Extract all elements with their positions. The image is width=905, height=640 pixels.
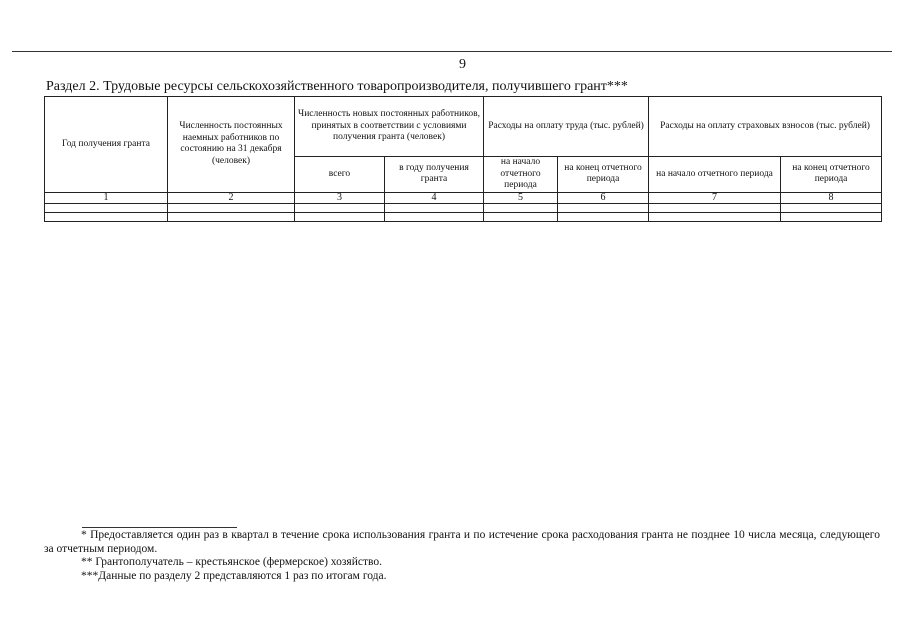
empty-data-row bbox=[45, 203, 882, 212]
header-new-workers: Численность новых постоянных работников, принятых в соответствии с условиями получения гранта (человек) bbox=[295, 97, 484, 157]
column-number-row bbox=[45, 192, 882, 203]
footnote-3: ***Данные по разделу 2 представляются 1 раз по итогам года. bbox=[81, 569, 387, 582]
empty-cell bbox=[781, 203, 882, 212]
column-number-4: 4 bbox=[385, 192, 484, 203]
empty-data-row bbox=[45, 212, 882, 221]
header-labor-costs: Расходы на оплату труда (тыс. рублей) bbox=[484, 97, 649, 157]
empty-cell bbox=[295, 212, 385, 221]
empty-cell bbox=[45, 212, 168, 221]
header-insurance-costs: Расходы на оплату страховых взносов (тыс. рублей) bbox=[649, 97, 882, 157]
empty-cell bbox=[295, 203, 385, 212]
empty-cell bbox=[168, 212, 295, 221]
column-number-5: 5 bbox=[484, 192, 558, 203]
header-labor-start: на начало отчетного периода bbox=[484, 157, 558, 193]
footnote-separator bbox=[82, 527, 237, 528]
header-new-total: всего bbox=[295, 157, 385, 193]
empty-cell bbox=[385, 212, 484, 221]
empty-cell bbox=[558, 203, 649, 212]
empty-cell bbox=[484, 203, 558, 212]
empty-cell bbox=[649, 203, 781, 212]
top-rule bbox=[12, 51, 892, 52]
header-workers: Численность постоянных наемных работников по состоянию на 31 декабря (человек) bbox=[168, 97, 295, 193]
empty-cell bbox=[781, 212, 882, 221]
empty-cell bbox=[45, 203, 168, 212]
header-insurance-start: на начало отчетного периода bbox=[649, 157, 781, 193]
empty-cell bbox=[558, 212, 649, 221]
header-row-1 bbox=[45, 97, 882, 157]
footnotes bbox=[44, 529, 880, 583]
column-number-3: 3 bbox=[295, 192, 385, 203]
empty-cell bbox=[484, 212, 558, 221]
page-number: 9 bbox=[459, 57, 466, 72]
empty-cell bbox=[649, 212, 781, 221]
empty-cell bbox=[168, 203, 295, 212]
footnote-1: * Предоставляется один раз в квартал в течение срока использования гранта и по истечение срока расходования гранта не позднее 10 числа месяца, следующего за отчетным периодом. bbox=[44, 529, 880, 555]
labor-resources-table bbox=[44, 96, 882, 222]
header-insurance-end: на конец отчетного периода bbox=[781, 157, 882, 193]
empty-cell bbox=[385, 203, 484, 212]
column-number-7: 7 bbox=[649, 192, 781, 203]
header-year: Год получения гранта bbox=[45, 97, 168, 193]
column-number-2: 2 bbox=[168, 192, 295, 203]
header-labor-end: на конец отчетного периода bbox=[558, 157, 649, 193]
header-new-in-year: в году получения гранта bbox=[385, 157, 484, 193]
column-number-6: 6 bbox=[558, 192, 649, 203]
column-number-8: 8 bbox=[781, 192, 882, 203]
section-title: Раздел 2. Трудовые ресурсы сельскохозяйственного товаропроизводителя, получившего грант*** bbox=[46, 79, 628, 94]
column-number-1: 1 bbox=[45, 192, 168, 203]
footnote-2: ** Грантополучатель – крестьянское (фермерское) хозяйство. bbox=[81, 556, 382, 568]
